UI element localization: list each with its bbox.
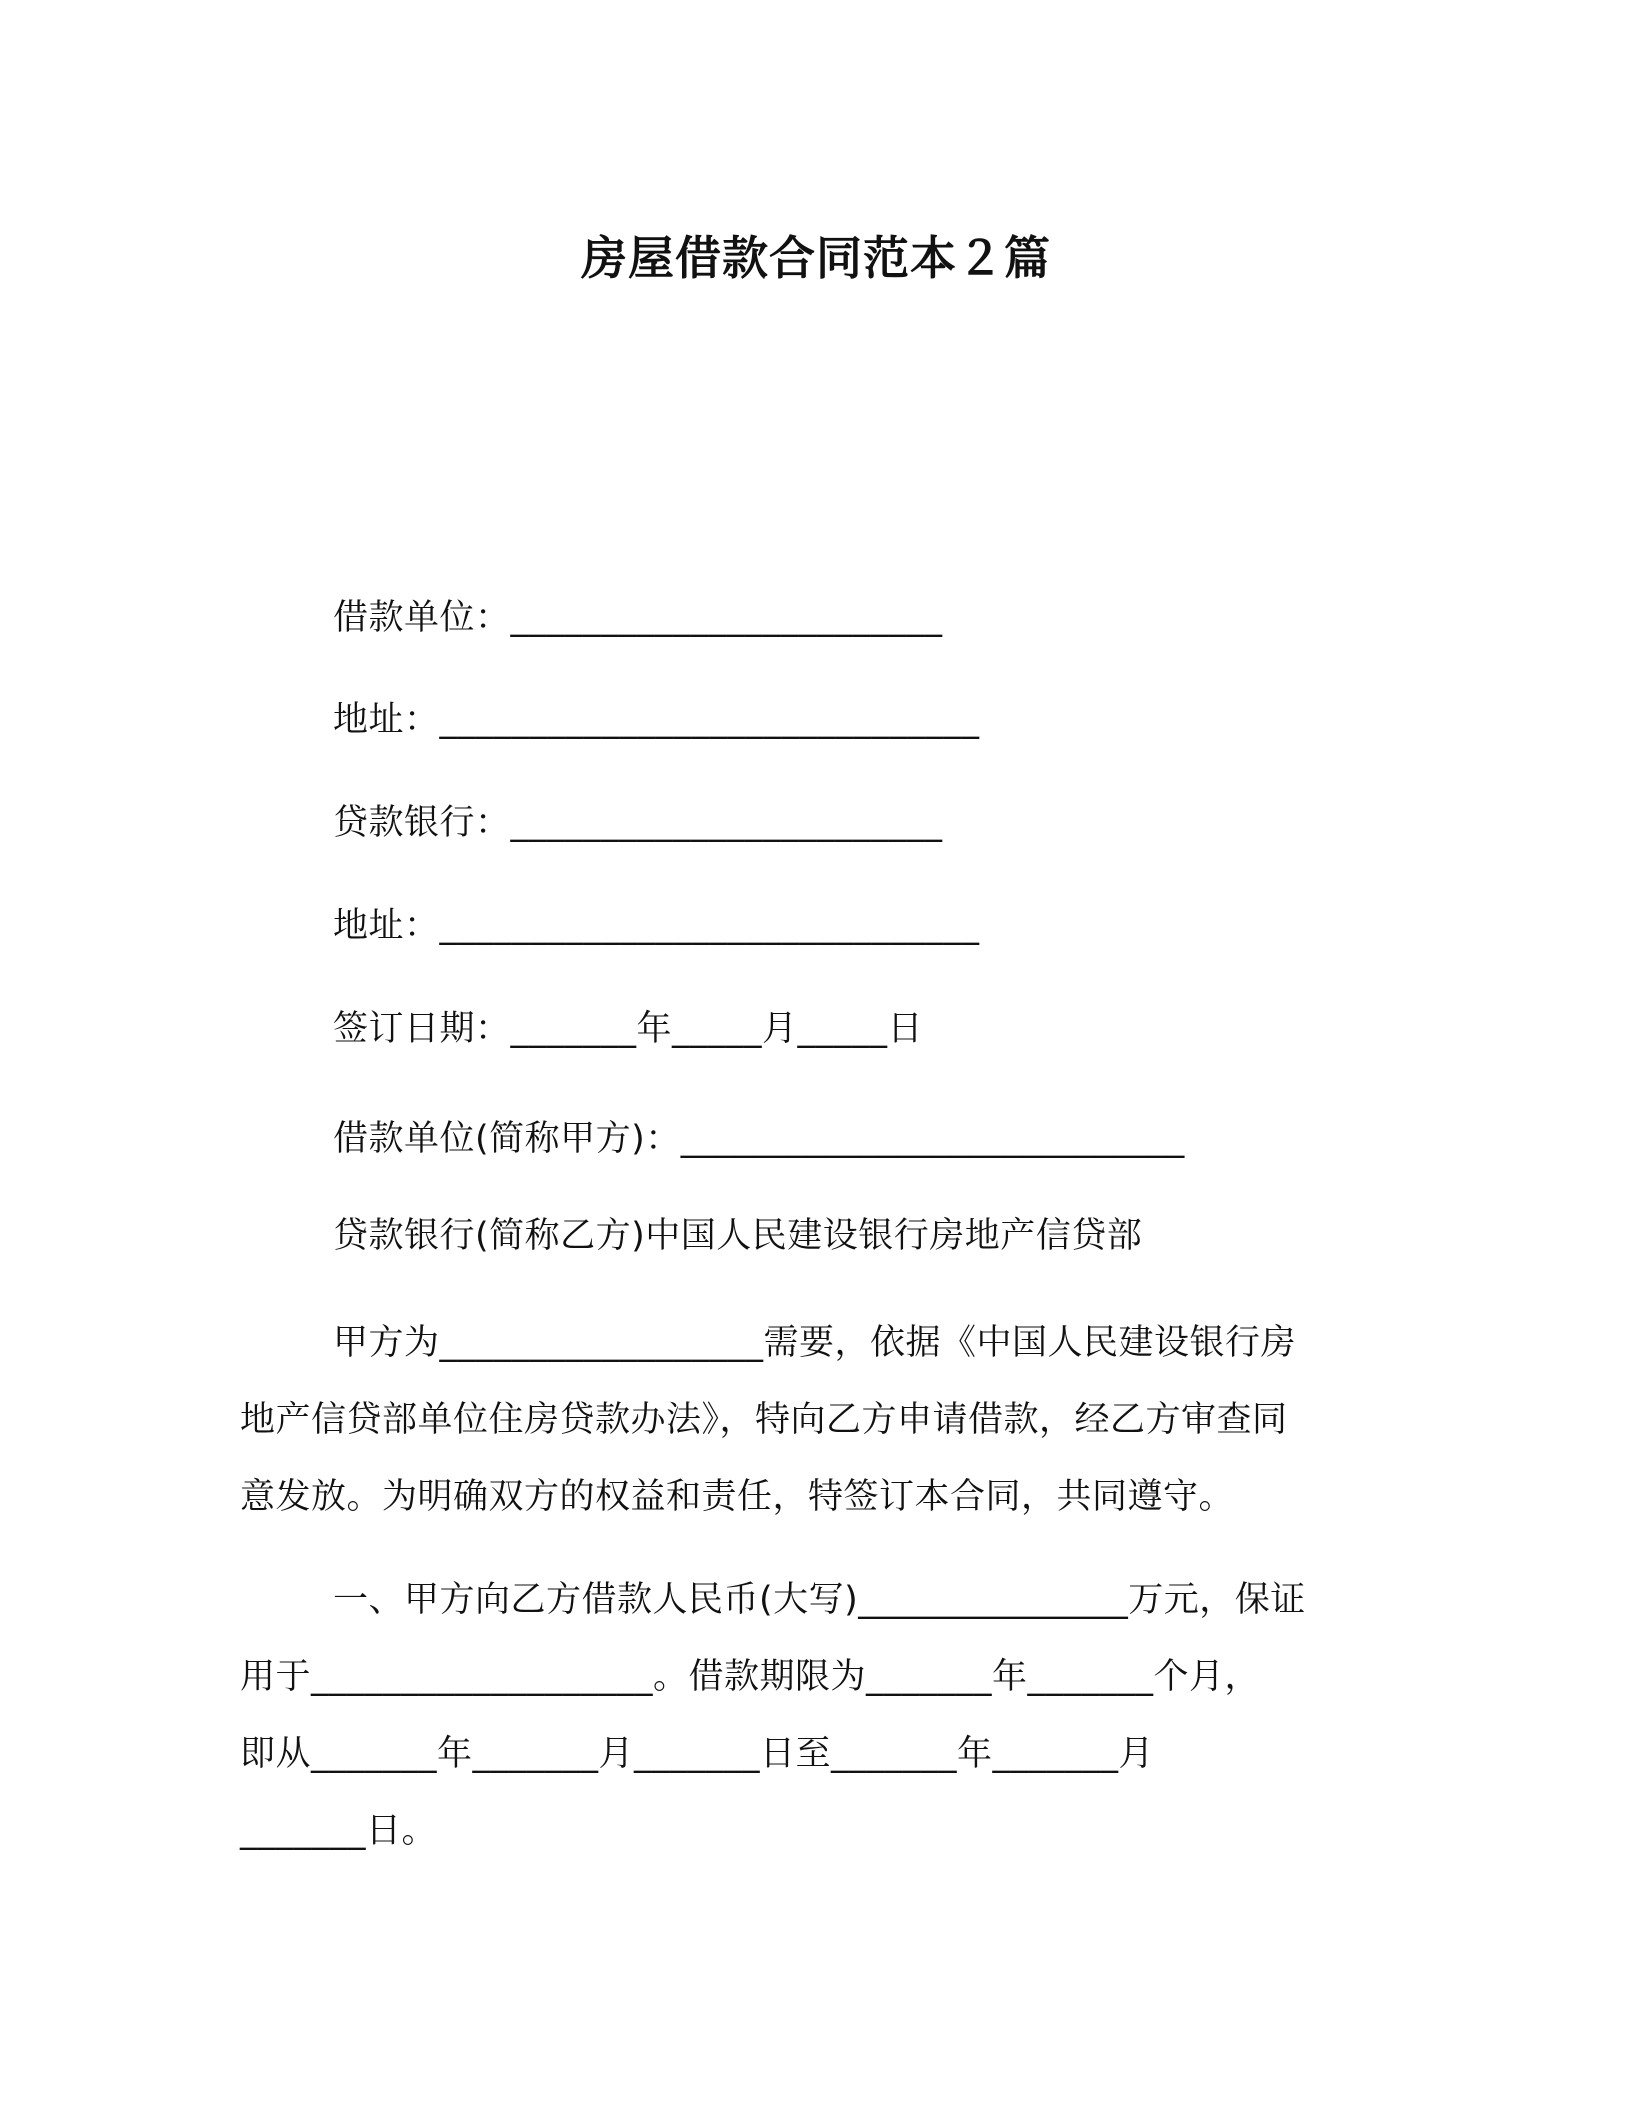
party-b-field: 贷款银行(简称乙方)中国人民建设银行房地产信贷部 — [333, 1216, 1143, 1256]
paragraph-2-line-4: _______日。 — [240, 1811, 438, 1851]
paragraph-2-line-2: 用于___________________。借款期限为_______年_______个月， — [240, 1657, 1261, 1697]
borrower-address-field: 地址：______________________________ — [333, 700, 980, 740]
party-a-field: 借款单位(简称甲方)：____________________________ — [333, 1119, 1185, 1159]
paragraph-1-line-3: 意发放。为明确双方的权益和责任，特签订本合同，共同遵守。 — [240, 1477, 1235, 1517]
paragraph-1-line-2: 地产信贷部单位住房贷款办法》，特向乙方申请借款，经乙方审查同 — [240, 1400, 1288, 1440]
paragraph-2-line-3: 即从_______年_______月_______日至_______年_______月 — [240, 1734, 1155, 1774]
document-title: 房屋借款合同范本２篇 — [581, 231, 1051, 285]
paragraph-2-line-1: 一、甲方向乙方借款人民币(大写)_______________万元，保证 — [333, 1580, 1306, 1620]
borrower-unit-field: 借款单位：________________________ — [333, 598, 943, 638]
bank-address-field: 地址：______________________________ — [333, 906, 980, 946]
signing-date-field: 签订日期：_______年_____月_____日 — [333, 1009, 924, 1049]
lending-bank-field: 贷款银行：________________________ — [333, 803, 943, 843]
paragraph-1-line-1: 甲方为__________________需要，依据《中国人民建设银行房 — [333, 1323, 1297, 1363]
